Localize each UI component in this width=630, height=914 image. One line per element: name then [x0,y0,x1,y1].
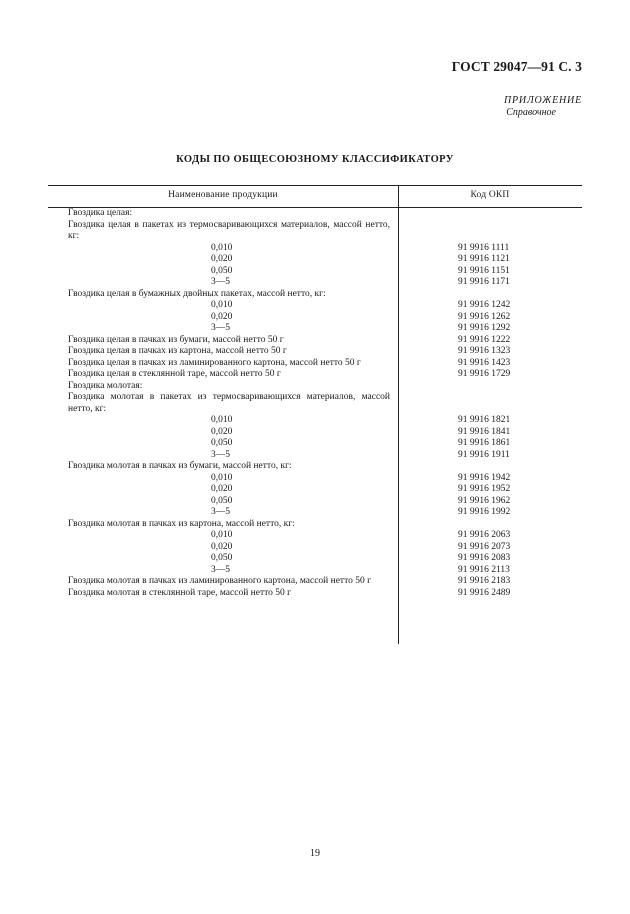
product-name-cell: 0,010 [211,300,233,310]
page-number: 19 [310,848,320,859]
table-row [48,243,582,255]
product-name-cell: 0,020 [211,426,233,437]
table-row [48,427,582,439]
table-row [48,289,582,301]
product-name-cell: Гвоздика целая в стеклянной таре, массой нетто 50 г [68,369,281,379]
okp-code-cell: 91 9916 1861 [458,438,511,448]
product-name-cell: 3—5 [211,277,230,287]
table-row [48,208,582,220]
table-row [48,335,582,347]
product-name-cell: Гвоздика целая в пачках из ламинированного картона, массой нетто 50 г [68,357,361,368]
okp-code-cell: 91 9916 1151 [458,265,510,276]
table-row [48,415,582,427]
okp-code-cell: 91 9916 1841 [458,426,511,437]
product-name-cell: 0,050 [211,495,233,506]
table-row [48,438,582,450]
product-name-cell: 0,020 [211,484,233,494]
okp-code-cell: 91 9916 1992 [458,507,511,517]
table-row [48,530,582,542]
okp-code-cell: 91 9916 1423 [458,357,511,368]
table-row [48,254,582,266]
appendix-sublabel: Справочное [506,107,556,118]
product-name-cell: 3—5 [211,564,230,575]
okp-code-cell: 91 9916 1292 [458,323,511,333]
table-row [48,312,582,324]
product-name-cell: 0,010 [211,242,233,253]
product-name-cell: Гвоздика целая в пачках из бумаги, массой нетто 50 г [68,334,284,345]
okp-code-cell: 91 9916 2073 [458,541,511,552]
product-name-cell: 0,010 [211,530,233,540]
table-row [48,323,582,335]
table-row [48,300,582,312]
table-top-rule [48,185,582,186]
product-name-cell: Гвоздика целая в пакетах из термосваривающихся материалов, массой нетто, кг: [68,219,390,241]
table-row [48,220,582,243]
table-row [48,542,582,554]
okp-code-cell: 91 9916 2083 [458,553,511,563]
okp-code-cell: 91 9916 1121 [458,254,510,264]
product-name-cell: Гвоздика молотая: [68,380,143,391]
table-row [48,381,582,393]
document-code-header: ГОСТ 29047—91 С. 3 [451,59,582,74]
product-name-cell: 3—5 [211,323,230,333]
product-name-cell: Гвоздика целая: [68,208,133,218]
okp-code-cell: 91 9916 2183 [458,576,511,586]
okp-code-cell: 91 9916 1262 [458,311,511,322]
okp-code-cell: 91 9916 2063 [458,530,511,540]
table-row [48,519,582,531]
appendix-label: ПРИЛОЖЕНИЕ [504,95,582,106]
okp-code-cell: 91 9916 1111 [458,242,510,253]
okp-code-cell: 91 9916 1821 [458,415,511,425]
table-row [48,473,582,485]
table-body [48,208,582,599]
okp-code-cell: 91 9916 2113 [458,564,510,575]
product-name-cell: Гвоздика молотая в пачках из бумаги, массой нетто, кг: [68,461,292,471]
column-header-code: Код ОКП [470,190,510,200]
product-name-cell: 0,050 [211,438,233,448]
product-name-cell: 0,020 [211,311,233,322]
product-name-cell: Гвоздика молотая в пакетах из термосваривающихся материалов, массой нетто, кг: [68,392,390,414]
table-row [48,450,582,462]
table-row [48,507,582,519]
table-row [48,496,582,508]
table-row [48,565,582,577]
product-name-cell: 3—5 [211,449,230,460]
product-name-cell: Гвоздика молотая в пачках из картона, массой нетто, кг: [68,518,295,529]
product-name-cell: 0,020 [211,541,233,552]
okp-code-cell: 91 9916 1729 [458,369,511,379]
table-row [48,358,582,370]
table-row [48,392,582,415]
product-name-cell: 0,050 [211,553,233,563]
okp-code-cell: 91 9916 2489 [458,587,511,598]
okp-code-cell: 91 9916 1942 [458,472,511,483]
product-name-cell: 0,010 [211,415,233,425]
product-name-cell: Гвоздика целая в бумажных двойных пакетах, массой нетто, кг: [68,288,326,299]
okp-code-cell: 91 9916 1171 [458,277,510,287]
page-title: КОДЫ ПО ОБЩЕСОЮЗНОМУ КЛАССИФИКАТОРУ [176,154,454,165]
okp-code-cell: 91 9916 1952 [458,484,511,494]
product-name-cell: 0,020 [211,254,233,264]
table-row [48,346,582,358]
table-row [48,588,582,600]
table-row [48,277,582,289]
okp-code-cell: 91 9916 1911 [458,449,510,460]
product-name-cell: Гвоздика молотая в пачках из ламинированного картона, массой нетто 50 г [68,576,371,586]
product-name-cell: Гвоздика молотая в стеклянной таре, массой нетто 50 г [68,587,292,598]
okp-code-cell: 91 9916 1222 [458,334,511,345]
column-header-name: Наименование продукции [168,190,278,200]
table-row [48,266,582,278]
product-name-cell: 0,010 [211,472,233,483]
table-row [48,461,582,473]
okp-code-cell: 91 9916 1323 [458,346,511,356]
product-name-cell: 3—5 [211,507,230,517]
table-row [48,484,582,496]
product-name-cell: Гвоздика целая в пачках из картона, массой нетто 50 г [68,346,287,356]
classifier-table [48,185,582,644]
table-row [48,576,582,588]
product-name-cell: 0,050 [211,265,233,276]
table-row [48,369,582,381]
table-row [48,553,582,565]
okp-code-cell: 91 9916 1242 [458,300,511,310]
okp-code-cell: 91 9916 1962 [458,495,511,506]
